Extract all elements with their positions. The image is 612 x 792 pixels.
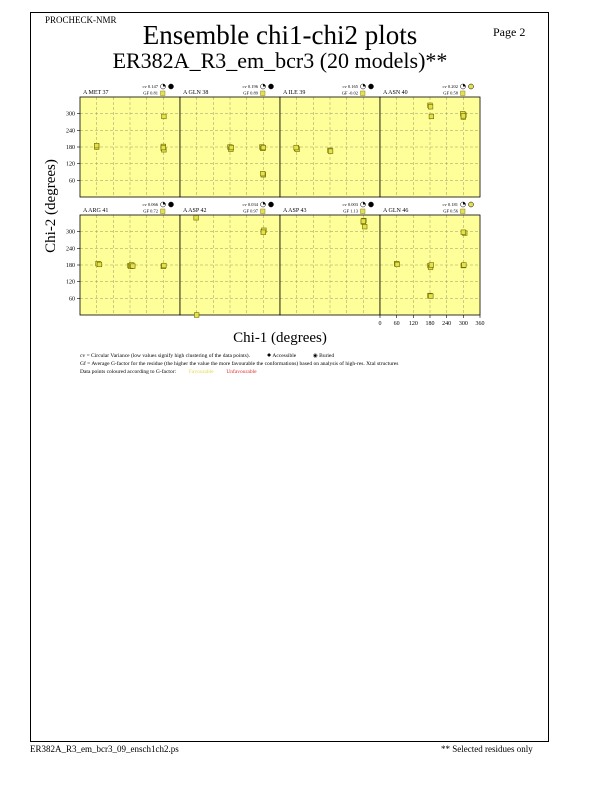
gf-colour-box: [461, 209, 466, 214]
cv-dial-fill: [463, 202, 466, 205]
y-tick-label: 180: [66, 145, 75, 151]
accessible-icon: [369, 84, 374, 89]
y-tick-label: 180: [66, 263, 75, 269]
data-point: [130, 264, 135, 269]
gf-value: GF 1.13: [343, 208, 358, 214]
data-point: [429, 263, 434, 268]
cv-dial-fill: [363, 202, 366, 205]
data-point: [229, 145, 234, 150]
cv-value: cv 0.165: [342, 84, 358, 89]
program-name: PROCHECK-NMR: [45, 15, 117, 25]
y-tick-label: 300: [66, 229, 75, 236]
accessible-icon: [169, 84, 174, 89]
residue-label: A ASN 40: [383, 90, 408, 96]
y-tick-label: 300: [66, 111, 75, 118]
accessible-label: Accessible: [272, 353, 297, 359]
data-point: [261, 145, 266, 150]
data-point: [461, 230, 466, 235]
data-point: [462, 263, 467, 268]
cv-dial-fill: [263, 84, 266, 87]
data-point: [162, 263, 167, 268]
residue-label: A GLN 38: [183, 90, 209, 96]
data-point: [328, 149, 333, 154]
y-tick-label: 60: [69, 178, 75, 185]
residue-label: A ARG 41: [83, 208, 109, 214]
x-tick-label: 360: [475, 321, 485, 327]
gf-value: GF 0.97: [243, 208, 258, 214]
cv-dial-fill: [463, 84, 466, 87]
data-point: [162, 114, 167, 119]
data-point: [362, 224, 367, 229]
data-point: [429, 114, 434, 119]
cv-value: cv 0.066: [142, 202, 158, 207]
accessible-icon: ✹: [266, 353, 272, 359]
gf-value: GF 0.72: [143, 208, 158, 214]
cv-dial-fill: [263, 202, 266, 205]
x-tick-label: 0: [378, 321, 382, 327]
residue-label: A ILE 39: [283, 90, 306, 96]
gf-value: GF 0.89: [243, 90, 258, 96]
residue-label: A GLN 46: [383, 208, 409, 214]
page-title: Ensemble chi1-chi2 plots: [142, 20, 418, 50]
footer-filename: ER382A_R3_em_bcr3_09_ensch1ch2.ps: [30, 744, 179, 754]
data-point: [194, 215, 199, 220]
data-point: [429, 294, 434, 299]
data-point: [461, 114, 466, 119]
gf-value: GF 0.58: [443, 90, 458, 96]
cv-value: cv 0.003: [342, 202, 358, 207]
accessible-icon: [369, 202, 374, 207]
y-tick-label: 120: [66, 279, 75, 286]
data-point: [361, 219, 366, 224]
x-tick-label: 300: [458, 321, 468, 327]
x-tick-label: 60: [393, 321, 400, 327]
data-point: [94, 143, 99, 148]
data-point: [261, 230, 266, 235]
x-tick-label: 240: [442, 321, 452, 327]
x-tick-label: 180: [425, 321, 435, 327]
data-point: [395, 262, 400, 267]
buried-label: Buried: [319, 353, 335, 359]
colour-explanation: Data points coloured according to G-factor:: [80, 369, 177, 375]
cv-dial-fill: [163, 202, 166, 205]
footer-note: ** Selected residues only: [441, 744, 533, 754]
gf-value: GF 0.81: [143, 90, 158, 96]
cv-value: cv 0.202: [442, 84, 458, 89]
cv-value: cv 0.181: [442, 202, 458, 207]
gf-value: GF -0.02: [341, 90, 358, 96]
gf-colour-box: [261, 91, 266, 96]
cv-dial-fill: [163, 84, 166, 87]
legend: [80, 352, 398, 376]
residue-label: A ASP 42: [183, 208, 207, 214]
accessible-icon: [269, 202, 274, 207]
x-axis-title: Chi-1 (degrees): [233, 330, 327, 346]
cv-dial-fill: [363, 84, 366, 87]
data-point: [161, 145, 166, 150]
y-tick-label: 240: [66, 246, 75, 253]
y-axis-title: Chi-2 (degrees): [43, 159, 59, 253]
buried-icon: [469, 84, 474, 89]
y-tick-label: 60: [69, 296, 75, 303]
x-tick-label: 120: [408, 321, 418, 327]
page-subtitle: ER382A_R3_em_bcr3 (20 models)**: [112, 48, 448, 73]
accessible-icon: [269, 84, 274, 89]
gf-colour-box: [361, 209, 366, 214]
data-point: [428, 104, 433, 109]
y-tick-label: 120: [66, 161, 75, 168]
y-tick-label: 240: [66, 128, 75, 135]
gf-colour-box: [161, 91, 166, 96]
cv-value: cv 0.147: [142, 84, 158, 89]
cv-value: cv 0.196: [242, 84, 258, 89]
gf-colour-box: [261, 209, 266, 214]
page-number: Page 2: [493, 25, 526, 39]
data-point: [260, 171, 265, 176]
favourable-label: Favourable: [188, 369, 214, 375]
accessible-icon: [169, 202, 174, 207]
cv-value: cv 0.034: [242, 202, 258, 207]
gf-colour-box: [161, 209, 166, 214]
data-point: [194, 313, 199, 318]
gf-colour-box: [361, 91, 366, 96]
data-point: [97, 262, 102, 267]
residue-label: A MET 37: [83, 90, 109, 96]
unfavourable-label: Unfavourable: [226, 369, 257, 375]
gf-colour-box: [461, 91, 466, 96]
gf-value: GF 0.56: [443, 208, 458, 214]
cv-explanation: cv = Circular Variance (low values signify high clustering of the data points).: [80, 353, 250, 359]
gf-explanation: Gf = Average G-factor for the residue (the higher the value the more favourable the conformations) based on analysis of high-res. Xtal structures: [80, 361, 399, 367]
data-point: [294, 145, 299, 150]
buried-icon: [469, 202, 474, 207]
buried-icon: ◉: [312, 353, 318, 359]
residue-label: A ASP 43: [283, 208, 307, 214]
